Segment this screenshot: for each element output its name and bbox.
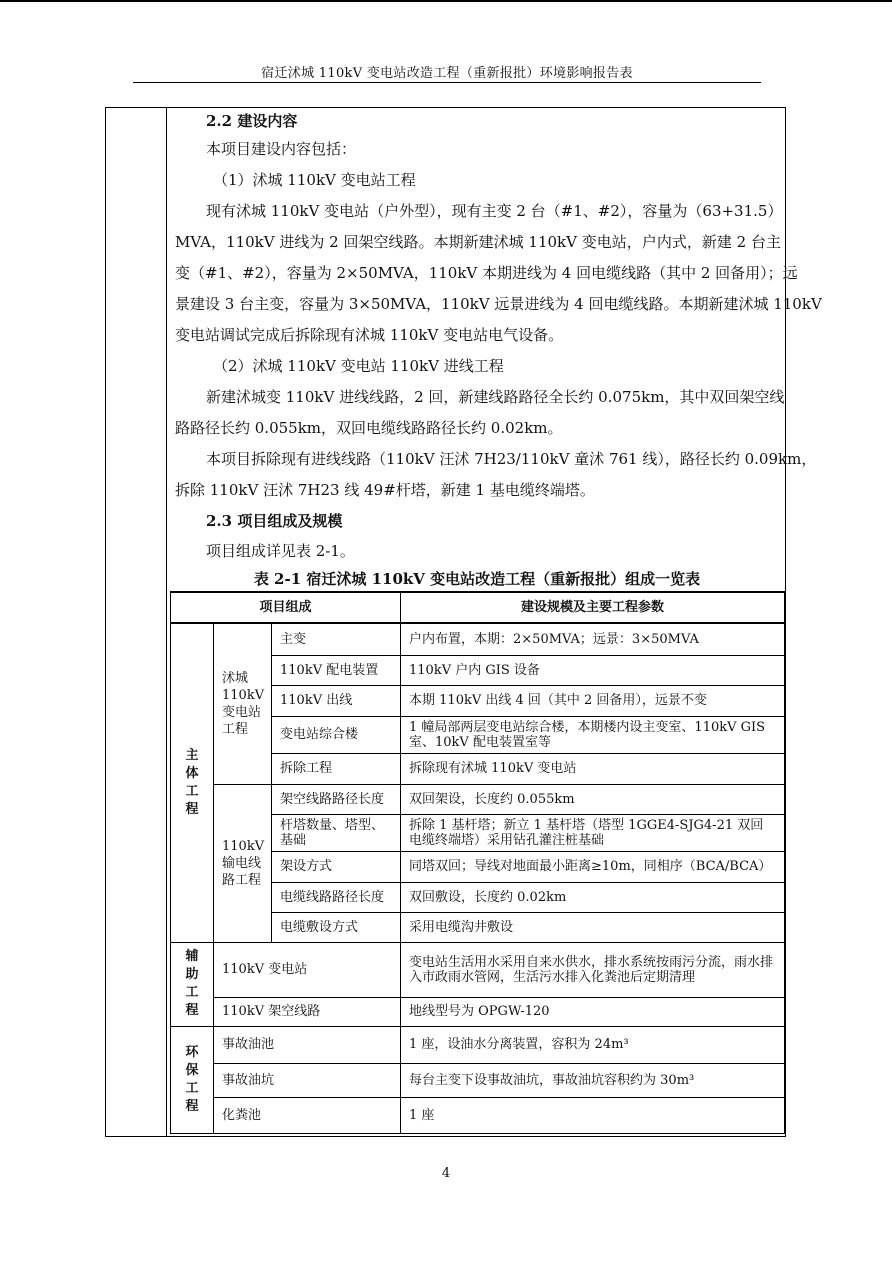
subcategory-line: 110kV 输电线路工程 [214, 784, 272, 942]
row-desc: 变电站生活用水采用自来水供水，排水系统按雨污分流，雨水排入市政雨水管网，生活污水排入化粪池后定期清理 [401, 942, 785, 997]
category-env: 环保工程 [171, 1026, 214, 1133]
row-item: 变电站综合楼 [272, 716, 401, 753]
row-item: 拆除工程 [272, 753, 401, 784]
category-aux: 辅助工程 [171, 942, 214, 1026]
category-main: 主体工程 [171, 623, 214, 942]
header-scale-params: 建设规模及主要工程参数 [401, 592, 785, 623]
item1-line: 变（#1、#2），容量为 2×50MVA，110kV 本期进线为 4 回电缆线路（其中 2 回备用）；远 [175, 264, 798, 282]
item1-line: 景建设 3 台主变，容量为 3×50MVA，110kV 远景进线为 4 回电缆线路。本期新建沭城 110kV [175, 295, 822, 313]
paragraph-intro: 本项目建设内容包括： [206, 140, 357, 158]
row-desc: 双回敷设，长度约 0.02km [401, 882, 785, 912]
row-item: 主变 [272, 623, 401, 655]
table-row [171, 784, 785, 814]
row-desc: 拆除现有沭城 110kV 变电站 [401, 753, 785, 784]
row-desc: 地线型号为 OPGW-120 [401, 997, 785, 1026]
section-heading-2-2: 2.2 建设内容 [206, 112, 298, 130]
row-desc: 拆除 1 基杆塔；新立 1 基杆塔（塔型 1GGE4-SJG4-21 双回电缆终端塔）采用钻孔灌注桩基础 [401, 814, 785, 851]
row-desc: 同塔双回；导线对地面最小距离≥10m，同相序（BCA/BCA） [401, 851, 785, 882]
section-heading-2-3: 2.3 项目组成及规模 [206, 512, 343, 530]
table-caption: 表 2-1 宿迁沭城 110kV 变电站改造工程（重新报批）组成一览表 [253, 570, 701, 588]
row-desc: 户内布置，本期：2×50MVA；远景：3×50MVA [401, 623, 785, 655]
row-item: 事故油池 [214, 1026, 401, 1063]
row-item: 化粪池 [214, 1097, 401, 1133]
row-desc: 1 座，设油水分离装置，容积为 24m³ [401, 1026, 785, 1063]
header-rule [133, 82, 761, 83]
row-item: 架空线路路径长度 [272, 784, 401, 814]
table-row [171, 997, 785, 1026]
item3-line: 拆除 110kV 汪沭 7H23 线 49#杆塔，新建 1 基电缆终端塔。 [175, 481, 595, 499]
form-column-divider [166, 107, 167, 1137]
table-row [171, 1026, 785, 1063]
table-row [171, 1097, 785, 1133]
paragraph-table-ref: 项目组成详见表 2-1。 [206, 542, 355, 560]
item1-title: （1）沭城 110kV 变电站工程 [213, 171, 416, 189]
page-number: 4 [441, 1166, 451, 1181]
header-project-composition: 项目组成 [171, 592, 401, 623]
section-content [175, 108, 822, 565]
row-item: 110kV 变电站 [214, 942, 401, 997]
row-item: 110kV 出线 [272, 685, 401, 716]
row-item: 110kV 配电装置 [272, 655, 401, 685]
item1-line: 变电站调试完成后拆除现有沭城 110kV 变电站电气设备。 [175, 326, 564, 344]
item2-line: 路路径长约 0.055km，双回电缆线路路径长约 0.02km。 [175, 419, 563, 437]
composition-table [170, 591, 785, 1134]
page-header: 宿迁沭城 110kV 变电站改造工程（重新报批）环境影响报告表 [261, 66, 633, 81]
table-row [171, 623, 785, 655]
row-item: 事故油坑 [214, 1063, 401, 1097]
row-desc: 本期 110kV 出线 4 回（其中 2 回备用），远景不变 [401, 685, 785, 716]
table-row [171, 942, 785, 997]
row-item: 杆塔数量、塔型、基础 [272, 814, 401, 851]
item1-line: 现有沭城 110kV 变电站（户外型），现有主变 2 台（#1、#2），容量为（63+31.5） [206, 202, 783, 220]
row-item: 架设方式 [272, 851, 401, 882]
item3-line: 本项目拆除现有进线线路（110kV 汪沭 7H23/110kV 童沭 761 线），路径长约 0.09km， [206, 450, 817, 468]
subcategory-station: 沭城 110kV 变电站工程 [214, 623, 272, 784]
row-desc: 1 幢局部两层变电站综合楼，本期楼内设主变室、110kV GIS 室、10kV 配电装置室等 [401, 716, 785, 753]
row-desc: 110kV 户内 GIS 设备 [401, 655, 785, 685]
row-desc: 双回架设，长度约 0.055km [401, 784, 785, 814]
row-item: 电缆线路路径长度 [272, 882, 401, 912]
item2-title: （2）沭城 110kV 变电站 110kV 进线工程 [213, 357, 504, 375]
item1-line: MVA，110kV 进线为 2 回架空线路。本期新建沭城 110kV 变电站，户内式，新建 2 台主 [175, 233, 781, 251]
row-desc: 1 座 [401, 1097, 785, 1133]
row-desc: 采用电缆沟井敷设 [401, 912, 785, 942]
row-item: 110kV 架空线路 [214, 997, 401, 1026]
row-item: 电缆敷设方式 [272, 912, 401, 942]
table-header-row [171, 592, 785, 623]
page-top-border [0, 0, 892, 2]
item2-line: 新建沭城变 110kV 进线线路，2 回，新建线路路径全长约 0.075km，其中双回架空线 [206, 388, 785, 406]
table-row [171, 1063, 785, 1097]
row-desc: 每台主变下设事故油坑，事故油坑容积约为 30m³ [401, 1063, 785, 1097]
